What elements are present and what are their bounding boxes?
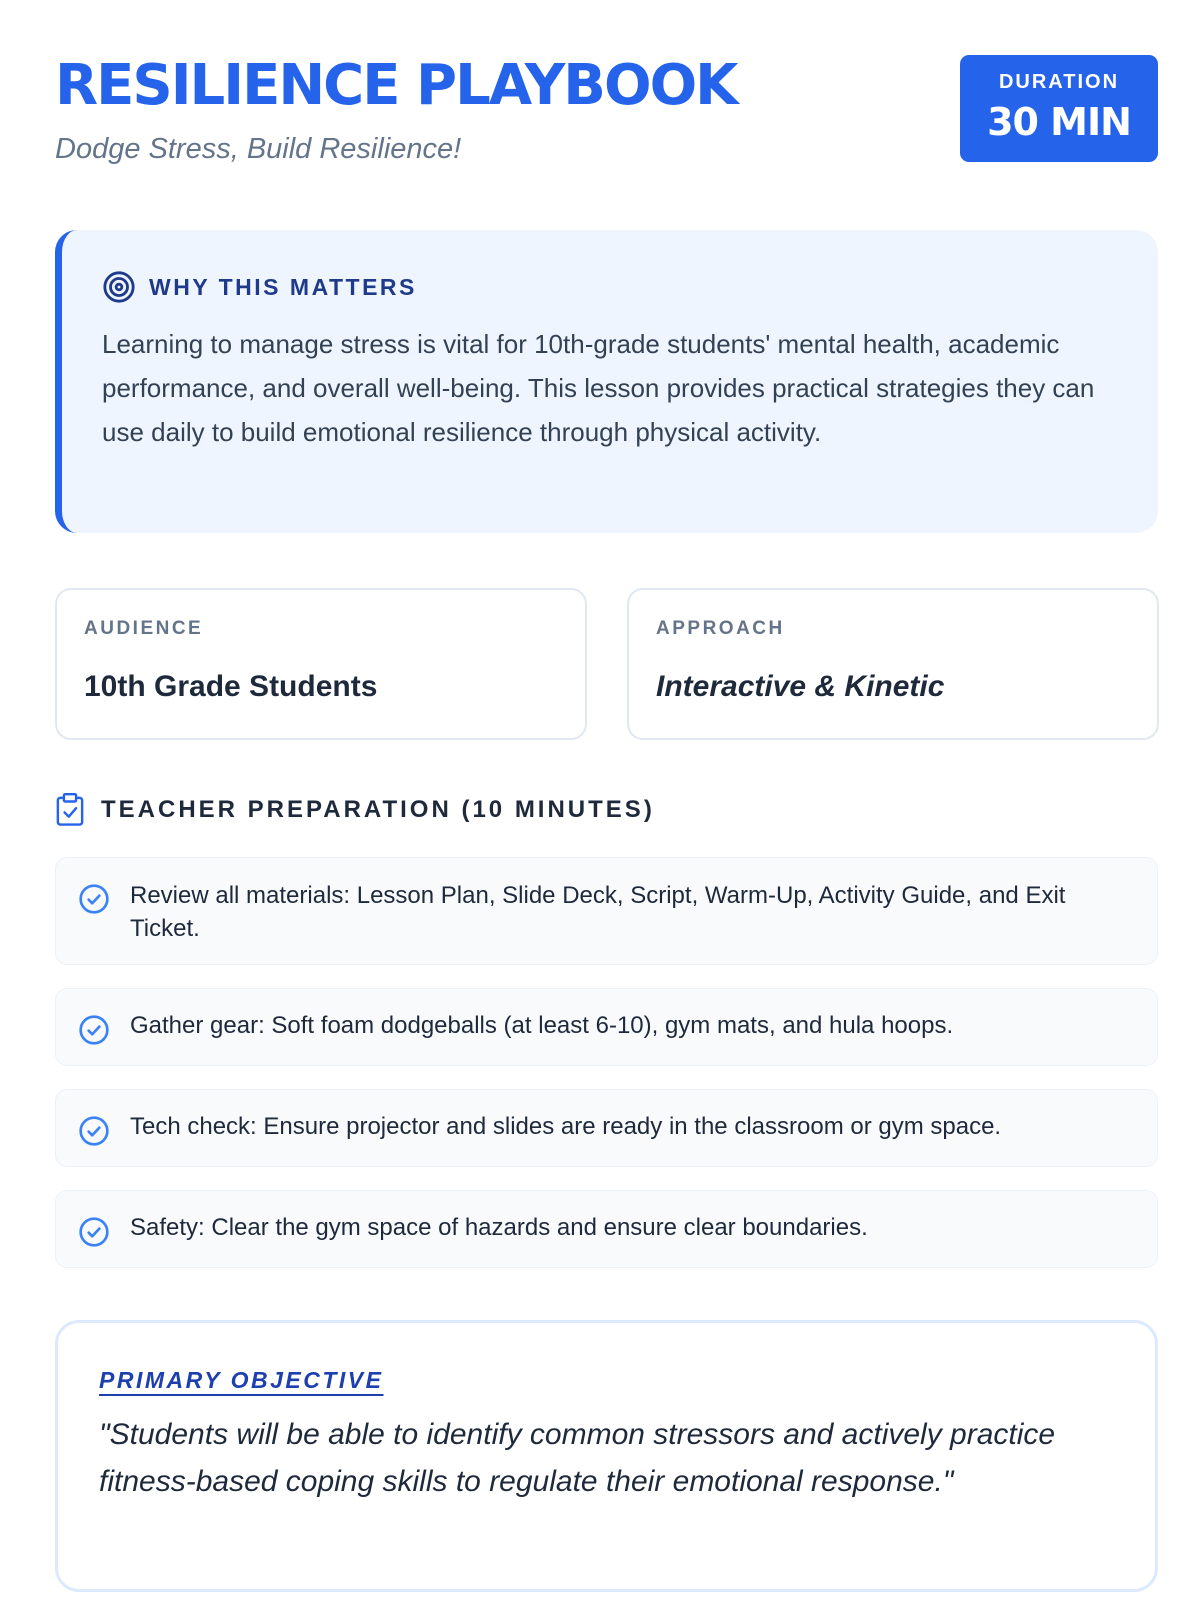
why-this-matters-card [55, 230, 1158, 533]
prep-item [55, 1190, 1158, 1268]
page-title: RESILIENCE PLAYBOOK [55, 53, 737, 118]
approach-label: APPROACH [656, 618, 785, 639]
prep-item [55, 857, 1158, 965]
page-subtitle: Dodge Stress, Build Resilience! [55, 133, 462, 165]
audience-value: 10th Grade Students [84, 670, 378, 703]
prep-item-text: Review all materials: Lesson Plan, Slide Deck, Script, Warm-Up, Activity Guide, and Exit Ticket. [130, 882, 1066, 942]
check-circle-icon [78, 1115, 110, 1147]
prep-item [55, 1089, 1158, 1167]
prep-item-text: Tech check: Ensure projector and slides are ready in the classroom or gym space. [130, 1113, 1002, 1140]
check-circle-icon [78, 1014, 110, 1046]
audience-label: AUDIENCE [84, 618, 204, 639]
primary-objective-quote: "Students will be able to identify common stressors and actively practice fitness-based coping skills to regulate their emotional response." [99, 1418, 1056, 1498]
duration-value: 30 MIN [987, 100, 1131, 144]
primary-objective-card [55, 1320, 1158, 1592]
lesson-page [55, 0, 1158, 1600]
prep-item-text: Gather gear: Soft foam dodgeballs (at least 6-10), gym mats, and hula hoops. [130, 1012, 954, 1039]
teacher-preparation-title: TEACHER PREPARATION (10 MINUTES) [101, 796, 655, 823]
clipboard-check-icon [55, 793, 85, 827]
prep-item-text: Safety: Clear the gym space of hazards and ensure clear boundaries. [130, 1214, 868, 1241]
duration-label: DURATION [998, 71, 1120, 93]
target-icon [102, 270, 136, 304]
teacher-preparation-header [55, 792, 655, 828]
why-this-matters-header [102, 270, 417, 304]
duration-badge [960, 55, 1158, 162]
audience-card [55, 588, 587, 740]
check-circle-icon [78, 1216, 110, 1248]
check-circle-icon [78, 883, 110, 915]
primary-objective-label: PRIMARY OBJECTIVE [99, 1367, 384, 1393]
approach-card [627, 588, 1159, 740]
prep-item [55, 988, 1158, 1066]
approach-value: Interactive & Kinetic [656, 670, 945, 703]
why-this-matters-text: Learning to manage stress is vital for 10th-grade students' mental health, academic performance, and overall well-being. This lesson provides practical strategies they can use daily to build emotional resilience through physical activity. [102, 329, 1095, 447]
why-this-matters-title: WHY THIS MATTERS [149, 273, 417, 300]
header [55, 55, 1158, 175]
